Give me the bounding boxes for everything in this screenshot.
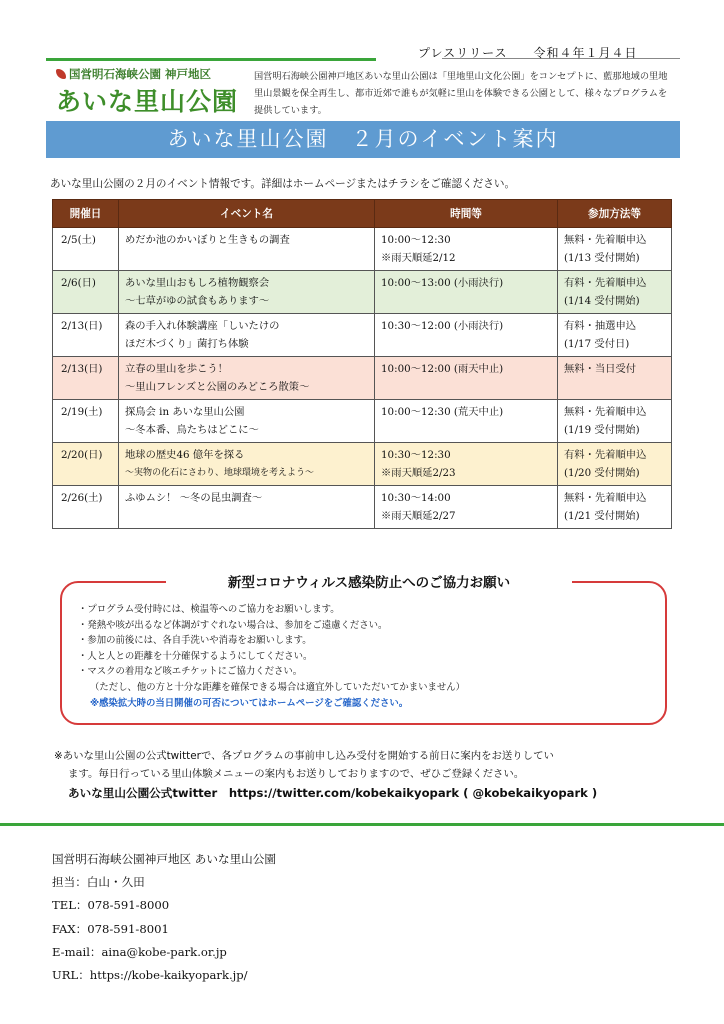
brand-subtitle — [56, 66, 211, 82]
contact-url[interactable]: URL：https://kobe-kaikyopark.jp/ — [52, 968, 248, 983]
event-name-line2: ほだ木づくり」菌打ち体験 — [125, 338, 249, 350]
event-date: 2/20(日) — [53, 443, 119, 486]
event-name — [119, 271, 375, 314]
contact-fax: FAX：078-591-8001 — [52, 921, 169, 936]
event-method-line2: (1/19 受付開始) — [564, 424, 640, 436]
table-row — [53, 271, 672, 314]
event-name-line1: めだか池のかいぼりと生きもの調査 — [125, 234, 290, 246]
twitter-note-line1: ※あいな里山公園の公式twitterで、各プログラムの事前申し込み受付を開始する前日に案内をお送りしてい — [54, 750, 554, 762]
event-method-line1: 有料・先着順申込 — [564, 277, 647, 289]
event-time-line1: 10:30～12:30 — [381, 449, 451, 461]
table-row — [53, 357, 672, 400]
event-method-line1: 有料・先着順申込 — [564, 449, 647, 461]
event-name — [119, 486, 375, 529]
event-time — [375, 271, 558, 314]
event-method — [558, 228, 672, 271]
footer-line — [0, 823, 724, 826]
event-method-line2: (1/17 受付日) — [564, 338, 630, 350]
event-time — [375, 357, 558, 400]
event-method — [558, 443, 672, 486]
list-item: ・人と人との距離を十分確保するようにしてください。 — [78, 650, 313, 662]
event-name — [119, 443, 375, 486]
event-method-line2: (1/20 受付開始) — [564, 467, 640, 479]
contact-block — [52, 848, 276, 987]
covid-notice-title: 新型コロナウィルス感染防止へのご協力お願い — [166, 571, 572, 591]
event-name-line2: ～実物の化石にさわり、地球環境を考えよう～ — [125, 468, 315, 478]
brand-subtitle-text: 国営明石海峡公園 神戸地区 — [69, 67, 212, 81]
page-title-banner: あいな里山公園 ２月のイベント案内 — [46, 121, 680, 158]
event-method-line1: 無料・先着順申込 — [564, 406, 647, 418]
event-method-line1: 有料・抽選申込 — [564, 320, 637, 332]
event-time — [375, 400, 558, 443]
event-method-line2: (1/21 受付開始) — [564, 510, 640, 522]
contact-email[interactable]: E-mail：aina@kobe-park.or.jp — [52, 944, 227, 959]
contact-org: 国営明石海峡公園神戸地区 あいな里山公園 — [52, 852, 276, 866]
event-method-line2: (1/13 受付開始) — [564, 252, 640, 264]
list-item: ・マスクの着用など咳エチケットにご協力ください。 — [78, 666, 303, 678]
event-time-line1: 10:30～14:00 — [381, 492, 451, 504]
event-name — [119, 228, 375, 271]
event-date: 2/13(日) — [53, 314, 119, 357]
list-item-note: （ただし、他の方と十分な距離を確保できる場合は適宜外していただいてかまいません） — [90, 681, 466, 693]
event-method — [558, 314, 672, 357]
event-time — [375, 314, 558, 357]
event-name — [119, 400, 375, 443]
event-name-line1: 地球の歴史46 億年を探る — [125, 449, 245, 461]
covid-warning: ※感染拡大時の当日開催の可否についてはホームページをご確認ください。 — [90, 697, 409, 709]
events-table — [52, 199, 672, 529]
event-name-line2: ～冬本番、鳥たちはどこに～ — [125, 424, 259, 436]
event-time-line1: 10:30～12:00 (小雨決行) — [381, 320, 504, 332]
table-row — [53, 443, 672, 486]
list-item: ・参加の前後には、各自手洗いや消毒をお願いします。 — [78, 635, 312, 647]
header-time: 時間等 — [375, 200, 558, 228]
event-name — [119, 357, 375, 400]
event-name — [119, 314, 375, 357]
event-method — [558, 271, 672, 314]
header-event: イベント名 — [119, 200, 375, 228]
event-time — [375, 486, 558, 529]
header-date: 開催日 — [53, 200, 119, 228]
event-method — [558, 357, 672, 400]
event-time — [375, 443, 558, 486]
table-row — [53, 486, 672, 529]
twitter-note — [54, 747, 674, 783]
intro-text: 国営明石海峡公園神戸地区あいな里山公園は「里地里山文化公園」をコンセプトに、藍那地域の里地里山景観を保全再生し、都市近郊で誰もが気軽に里山を体験できる公園として、様々なプログラムを提供しています。 — [254, 71, 668, 116]
event-date: 2/5(土) — [53, 228, 119, 271]
event-name-line2: ～七草がゆの試食もあります～ — [125, 295, 270, 307]
table-row — [53, 314, 672, 357]
covid-notice-list — [78, 602, 465, 711]
event-time — [375, 228, 558, 271]
event-name-line2: ～里山フレンズと公園のみどころ散策～ — [125, 381, 310, 393]
lead-text: あいな里山公園の２月のイベント情報です。詳細はホームページまたはチラシをご確認ください。 — [50, 178, 516, 190]
event-date: 2/26(土) — [53, 486, 119, 529]
event-time-line1: 10:00～12:30 — [381, 234, 451, 246]
brand-logo-text: あいな里山公園 — [56, 87, 239, 116]
event-name-line1: あいな里山おもしろ植物観察会 — [125, 277, 270, 289]
event-time-line2: ※雨天順延2/27 — [381, 510, 456, 522]
event-method-line2: (1/14 受付開始) — [564, 295, 640, 307]
event-date: 2/13(日) — [53, 357, 119, 400]
event-time-line1: 10:00～12:30 (荒天中止) — [381, 406, 504, 418]
list-item: ・発熱や咳が出るなど体調がすぐれない場合は、参加をご遠慮ください。 — [78, 619, 388, 631]
leaf-logo-icon — [56, 69, 66, 79]
event-date: 2/6(日) — [53, 271, 119, 314]
event-name-line1: ふゆムシ！ ～冬の昆虫調査～ — [125, 492, 263, 504]
event-name-line1: 森の手入れ体験講座「しいたけの — [125, 320, 280, 332]
contact-person: 担当：白山・久田 — [52, 875, 145, 890]
event-method-line1: 無料・当日受付 — [564, 363, 637, 375]
list-item: ・プログラム受付時には、検温等へのご協力をお願いします。 — [78, 604, 340, 615]
header-method: 参加方法等 — [558, 200, 672, 228]
event-date: 2/19(土) — [53, 400, 119, 443]
event-time-line1: 10:00～13:00 (小雨決行) — [381, 277, 504, 289]
twitter-link[interactable]: あいな里山公園公式twitter https://twitter.com/kobekaikyopark ( @kobekaikyopark ) — [68, 786, 598, 800]
event-name-line1: 立春の里山を歩こう！ — [125, 363, 228, 375]
event-method — [558, 400, 672, 443]
event-method — [558, 486, 672, 529]
table-row — [53, 400, 672, 443]
header-line-left — [46, 58, 376, 61]
event-time-line2: ※雨天順延2/23 — [381, 467, 456, 479]
event-time-line1: 10:00～12:00 (雨天中止) — [381, 363, 504, 375]
contact-tel: TEL：078-591-8000 — [52, 898, 170, 913]
twitter-note-line2: ます。毎日行っている里山体験メニューの案内もお送りしておりますので、ぜひご登録ください。 — [68, 768, 525, 780]
event-time-line2: ※雨天順延2/12 — [381, 252, 456, 264]
press-release-date: プレスリリース 令和４年１月４日 — [418, 46, 638, 60]
event-method-line1: 無料・先着順申込 — [564, 234, 647, 246]
event-method-line1: 無料・先着順申込 — [564, 492, 647, 504]
event-name-line1: 探鳥会 in あいな里山公園 — [125, 406, 245, 418]
table-header-row — [53, 200, 672, 228]
table-row — [53, 228, 672, 271]
